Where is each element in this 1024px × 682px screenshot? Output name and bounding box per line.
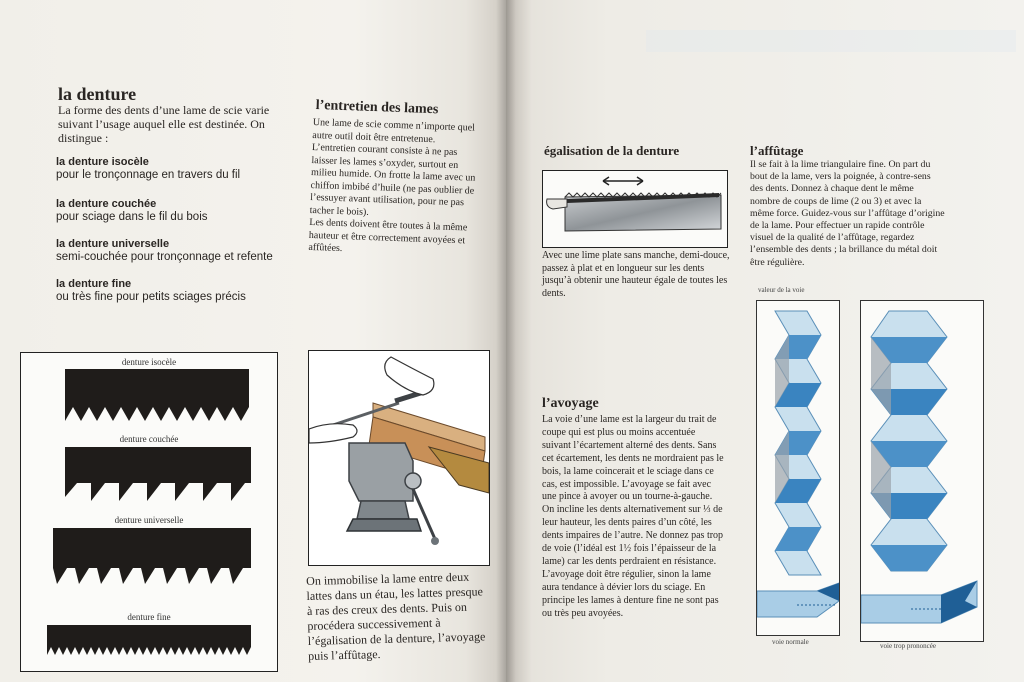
left-page bbox=[0, 0, 506, 682]
vise-illustration bbox=[308, 350, 490, 566]
denture-type-name: la denture couchée bbox=[56, 198, 157, 210]
voie-normale-figure bbox=[756, 300, 840, 636]
affutage-text: Il se fait à la lime triangulaire fine. On part du bout de la lame, vers la poignée, à contre-sens des dents. Donnez à chaque dent le même nombre de coups de lime (2 ou 3) et avec la même force. Guidez-vous sur l’affûtage d’origine de la lame. Pour effectuer un rapide contrôle visuel de la qualité de l’affûtage, regardez l’ensemble des dents ; la brillance du métal doit être régulière. bbox=[750, 159, 945, 268]
saw-blade-isocele-icon bbox=[65, 369, 249, 421]
voie-prononcee-figure bbox=[860, 300, 984, 642]
label-voie-normale: voie normale bbox=[772, 638, 809, 646]
denture-type-item bbox=[56, 198, 290, 224]
denture-type-desc: pour sciage dans le fil du bois bbox=[56, 211, 208, 223]
denture-type-item bbox=[56, 278, 290, 304]
header-tint-band bbox=[646, 30, 1016, 52]
entretien-text-block bbox=[308, 117, 479, 260]
entretien-para-1: Une lame de scie comme n’importe quel autre outil doit être entretenue. L’entretien courant consiste à ne pas laisser les lames s’oxyder, surtout en milieu humide. On frotte la lame avec un chiffon imbibé d’huile (ne pas oublier de l’essuyer avant utilisation, pour ne pas tacher le bois). bbox=[309, 117, 476, 218]
denture-type-desc: ou très fine pour petits sciages précis bbox=[56, 291, 246, 303]
affutage-title: l’affûtage bbox=[750, 143, 804, 158]
avoyage-title: l’avoyage bbox=[542, 396, 599, 411]
voie-prononcee-teeth-icon bbox=[861, 301, 983, 641]
label-denture-couchee: denture couchée bbox=[119, 434, 179, 444]
egalisation-illustration bbox=[542, 170, 728, 248]
saw-blade-universelle-icon bbox=[53, 528, 251, 588]
denture-type-name: la denture isocèle bbox=[56, 156, 149, 168]
entretien-para-2: Les dents doivent être toutes à la même hauteur et être correctement avoyées et affûtées. bbox=[308, 216, 468, 255]
label-denture-fine: denture fine bbox=[127, 612, 171, 622]
file-on-blade-icon bbox=[543, 171, 727, 247]
vise-and-blade-icon bbox=[309, 351, 489, 565]
denture-intro: La forme des dents d’une lame de scie varie suivant l’usage auquel elle est destinée. On distingue : bbox=[58, 103, 270, 145]
denture-type-name: la denture universelle bbox=[56, 238, 170, 250]
egalisation-title: égalisation de la denture bbox=[544, 143, 680, 158]
denture-type-item bbox=[56, 238, 290, 264]
label-voie-prononcee: voie trop prononcée bbox=[880, 642, 936, 650]
saw-blade-couchee-icon bbox=[65, 447, 251, 501]
label-denture-isocele: denture isocèle bbox=[121, 357, 177, 367]
denture-types-list bbox=[56, 156, 290, 304]
vise-caption: On immobilise la lame entre deux lattes dans un étau, les lattes presque à ras des creux des dents. Puis on procédera successivement à l’égalisation de la denture, l’avoyage puis l’affûtage. bbox=[306, 569, 486, 663]
denture-type-desc: semi-couchée pour tronçonnage et refente bbox=[56, 251, 273, 263]
voie-normale-teeth-icon bbox=[757, 301, 839, 635]
avoyage-text: La voie d’une lame est la largeur du trait de coupe qui est plus ou moins accentuée suivant l’écartement alterné des dents. Sans cet écartement, les dents ne mordraient pas le bois, la lame coincerait et le sciage dans ce cas, est impossible. L’avoyage se fait avec une pince à avoyer ou un tourne-à-gauche. On incline les dents alternativement sur ⅓ de leur hauteur, les dents paires d’un côté, les dents impaires de l’autre. Ne donnez pas trop de voie (l’idéal est 1½ fois l’épaisseur de la lame) car les dents perdraient en résistance. L’avoyage doit être régulier, sinon la lame aura tendance à dévier lors du sciage. En principe les lames à denture fine ne sont pas ou très peu avoyées. bbox=[542, 414, 724, 619]
denture-type-item bbox=[56, 156, 290, 182]
right-page bbox=[506, 0, 1024, 682]
label-valeur-voie: valeur de la voie bbox=[758, 286, 805, 294]
label-denture-universelle: denture universelle bbox=[114, 515, 184, 525]
denture-type-name: la denture fine bbox=[56, 278, 132, 290]
saw-blade-fine-icon bbox=[47, 625, 251, 657]
entretien-title: l’entretien des lames bbox=[315, 98, 439, 118]
book-spine-shadow bbox=[496, 0, 516, 682]
denture-title: la denture bbox=[58, 84, 137, 104]
denture-types-figure bbox=[20, 352, 278, 672]
denture-type-desc: pour le tronçonnage en travers du fil bbox=[56, 169, 241, 181]
egalisation-caption: Avec une lime plate sans manche, demi-douce, passez à plat et en longueur sur les dents jusqu’à obtenir une hauteur égale de toutes les dents. bbox=[542, 250, 730, 299]
